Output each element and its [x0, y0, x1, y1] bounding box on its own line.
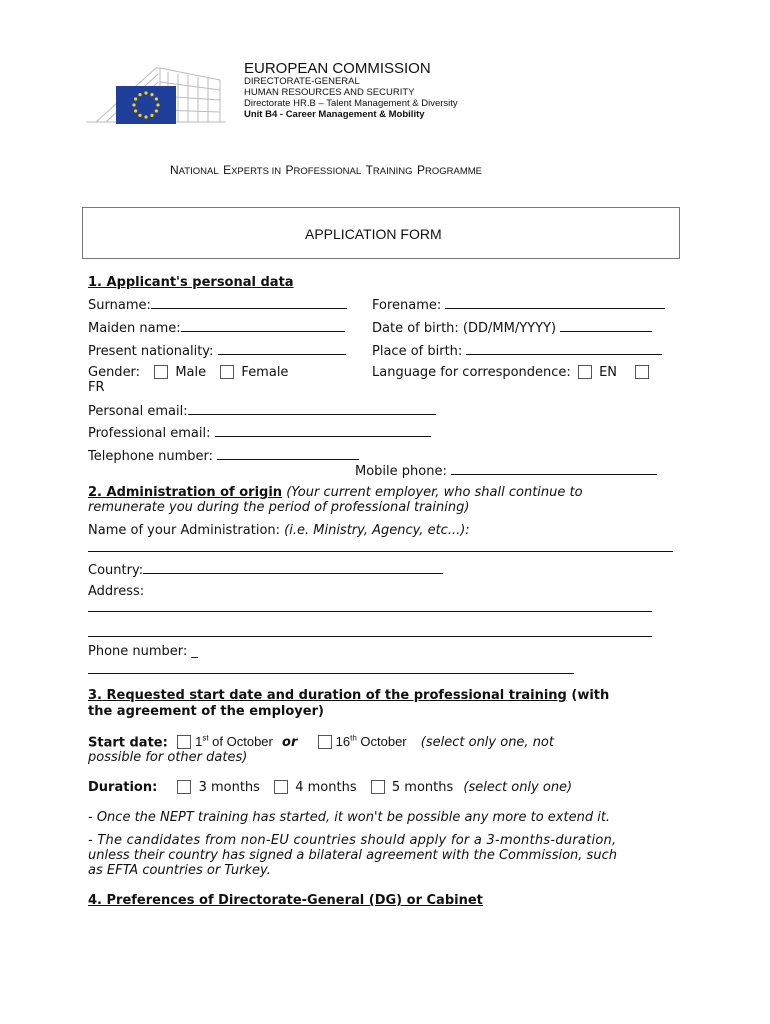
eu-star-icon [138, 93, 141, 96]
section3-heading: 3. Requested start date and duration of the professional training [88, 688, 567, 703]
telephone-row [88, 448, 359, 464]
address-field-1[interactable] [88, 600, 652, 612]
eu-star-icon [150, 114, 153, 117]
or-label: or [282, 735, 298, 751]
start-16-october-checkbox[interactable] [318, 735, 332, 749]
duration-row [88, 780, 572, 795]
fr-checkbox[interactable] [635, 365, 649, 379]
title-rest-5: ROGRAMME [424, 166, 482, 177]
eu-star-icon [134, 97, 137, 100]
header-directorate: Directorate HR.B – Talent Management & Diversity [244, 98, 458, 109]
eu-star-icon [138, 114, 141, 117]
start-date-label: Start date: [88, 735, 168, 751]
section3-heading-line2: the agreement of the employer) [88, 704, 324, 719]
male-checkbox[interactable] [154, 365, 168, 379]
eu-star-icon [150, 93, 153, 96]
admin-name-example: (i.e. Ministry, Agency, etc...): [284, 523, 470, 538]
opt2-sup: th [350, 734, 357, 743]
eu-star-icon [134, 109, 137, 112]
surname-row [88, 297, 347, 313]
eu-star-icon [144, 115, 147, 118]
select-note2: possible for other dates) [88, 750, 248, 765]
eu-star-icon [156, 103, 159, 106]
language-label: Language for correspondence: [372, 365, 571, 380]
eu-star-icon [155, 97, 158, 100]
title-cap-3: P [285, 163, 294, 177]
fr-label: FR [88, 380, 105, 395]
header-dg: DIRECTORATE-GENERAL [244, 76, 360, 87]
forename-label: Forename: [372, 298, 442, 313]
section2-heading: 2. Administration of origin [88, 485, 283, 500]
duration-4-label: 4 months [295, 780, 357, 795]
telephone-field[interactable] [217, 448, 359, 460]
professional-email-field[interactable] [215, 425, 431, 437]
language-row [372, 365, 649, 380]
nationality-row [88, 343, 346, 359]
opt2-num: 16 [335, 734, 351, 750]
nationality-field[interactable] [218, 343, 346, 355]
eu-star-icon [155, 109, 158, 112]
section1-heading: 1. Applicant's personal data [88, 275, 294, 290]
telephone-label: Telephone number: [88, 449, 214, 464]
title-cap-2: E [223, 163, 232, 177]
section2-heading-row [88, 485, 583, 500]
dob-row [372, 320, 652, 336]
header-dg-name: HUMAN RESOURCES AND SECURITY [244, 87, 415, 98]
note-extend: - Once the NEPT training has started, it won't be possible any more to extend it. [88, 810, 611, 825]
select-note: (select only one, not [420, 735, 554, 751]
section3-heading-tail: (with [566, 688, 610, 703]
eu-star-icon [144, 91, 147, 94]
pob-field[interactable] [466, 343, 662, 355]
duration-label: Duration: [88, 780, 158, 795]
opt2-rest: October [356, 734, 407, 750]
admin-name-label: Name of your Administration: [88, 523, 281, 538]
forename-row [372, 297, 665, 313]
title-cap-4: T [365, 163, 373, 177]
professional-email-row [88, 425, 431, 441]
address-label: Address: [88, 584, 145, 599]
gender-label: Gender: [88, 365, 141, 380]
section2-note: (Your current employer, who shall continue to [286, 485, 583, 500]
header-unit: Unit B4 - Career Management & Mobility [244, 109, 425, 120]
programme-title [170, 161, 482, 179]
eu-star-icon [132, 103, 135, 106]
duration-4-checkbox[interactable] [274, 780, 288, 794]
female-checkbox[interactable] [220, 365, 234, 379]
mobile-row [355, 463, 657, 479]
title-rest-1: ATIONAL [178, 166, 219, 177]
surname-field[interactable] [151, 297, 347, 309]
start-1-october-checkbox[interactable] [177, 735, 191, 749]
en-checkbox[interactable] [578, 365, 592, 379]
personal-email-label: Personal email: [88, 404, 188, 419]
surname-label: Surname: [88, 298, 151, 313]
note-noneu-2: unless their country has signed a bilateral agreement with the Commission, such [88, 848, 617, 863]
en-label: EN [599, 365, 618, 380]
dob-label: Date of birth: (DD/MM/YYYY) [372, 321, 557, 336]
admin-name-row [88, 523, 470, 538]
duration-note: (select only one) [463, 780, 573, 795]
mobile-field[interactable] [451, 463, 657, 475]
country-label: Country: [88, 563, 144, 578]
opt1-num: 1 [195, 734, 203, 750]
title-cap-1: N [170, 163, 179, 177]
personal-email-row [88, 403, 436, 419]
dob-field[interactable] [560, 320, 652, 332]
header-org: EUROPEAN COMMISSION [244, 60, 431, 77]
opt1-sup: st [202, 734, 209, 743]
country-field[interactable] [143, 562, 443, 574]
duration-5-label: 5 months [391, 780, 454, 795]
section4-heading: 4. Preferences of Directorate-General (DG) or Cabinet [88, 893, 483, 908]
title-cap-5: P [416, 163, 425, 177]
start-date-row [88, 734, 554, 750]
duration-5-checkbox[interactable] [371, 780, 385, 794]
pob-row [372, 343, 662, 359]
mobile-label: Mobile phone: [355, 464, 447, 479]
gender-row [88, 365, 288, 380]
opt2-label [336, 734, 407, 749]
duration-3-checkbox[interactable] [177, 780, 191, 794]
address-field-2[interactable] [88, 625, 652, 637]
section3-heading-row [88, 688, 609, 703]
country-row [88, 562, 443, 578]
title-rest-4: RAINING [372, 166, 413, 177]
admin-name-field[interactable] [88, 540, 673, 552]
title-rest-2: XPERTS IN [231, 166, 282, 177]
male-label: Male [175, 365, 207, 380]
duration-3-label: 3 months [198, 780, 260, 795]
female-label: Female [241, 365, 289, 380]
note-noneu-1: - The candidates from non-EU countries should apply for a 3-months-duration, [88, 833, 617, 848]
phone-field[interactable] [88, 662, 574, 674]
forename-field[interactable] [445, 297, 665, 309]
professional-email-label: Professional email: [88, 426, 211, 441]
title-rest-3: ROFESSIONAL [293, 166, 362, 177]
section2-note2: remunerate you during the period of professional training) [88, 500, 470, 515]
maiden-label: Maiden name: [88, 321, 181, 336]
personal-email-field[interactable] [188, 403, 436, 415]
phone-label: Phone number: _ [88, 644, 198, 659]
ec-logo [86, 60, 226, 130]
note-noneu-3: as EFTA countries or Turkey. [88, 863, 271, 878]
maiden-row [88, 320, 345, 336]
maiden-field[interactable] [181, 320, 345, 332]
ec-building-icon [86, 60, 226, 130]
opt1-rest: of October [208, 734, 273, 750]
opt1-label [195, 734, 273, 749]
form-title: APPLICATION FORM [305, 226, 442, 242]
nationality-label: Present nationality: [88, 344, 214, 359]
pob-label: Place of birth: [372, 344, 463, 359]
